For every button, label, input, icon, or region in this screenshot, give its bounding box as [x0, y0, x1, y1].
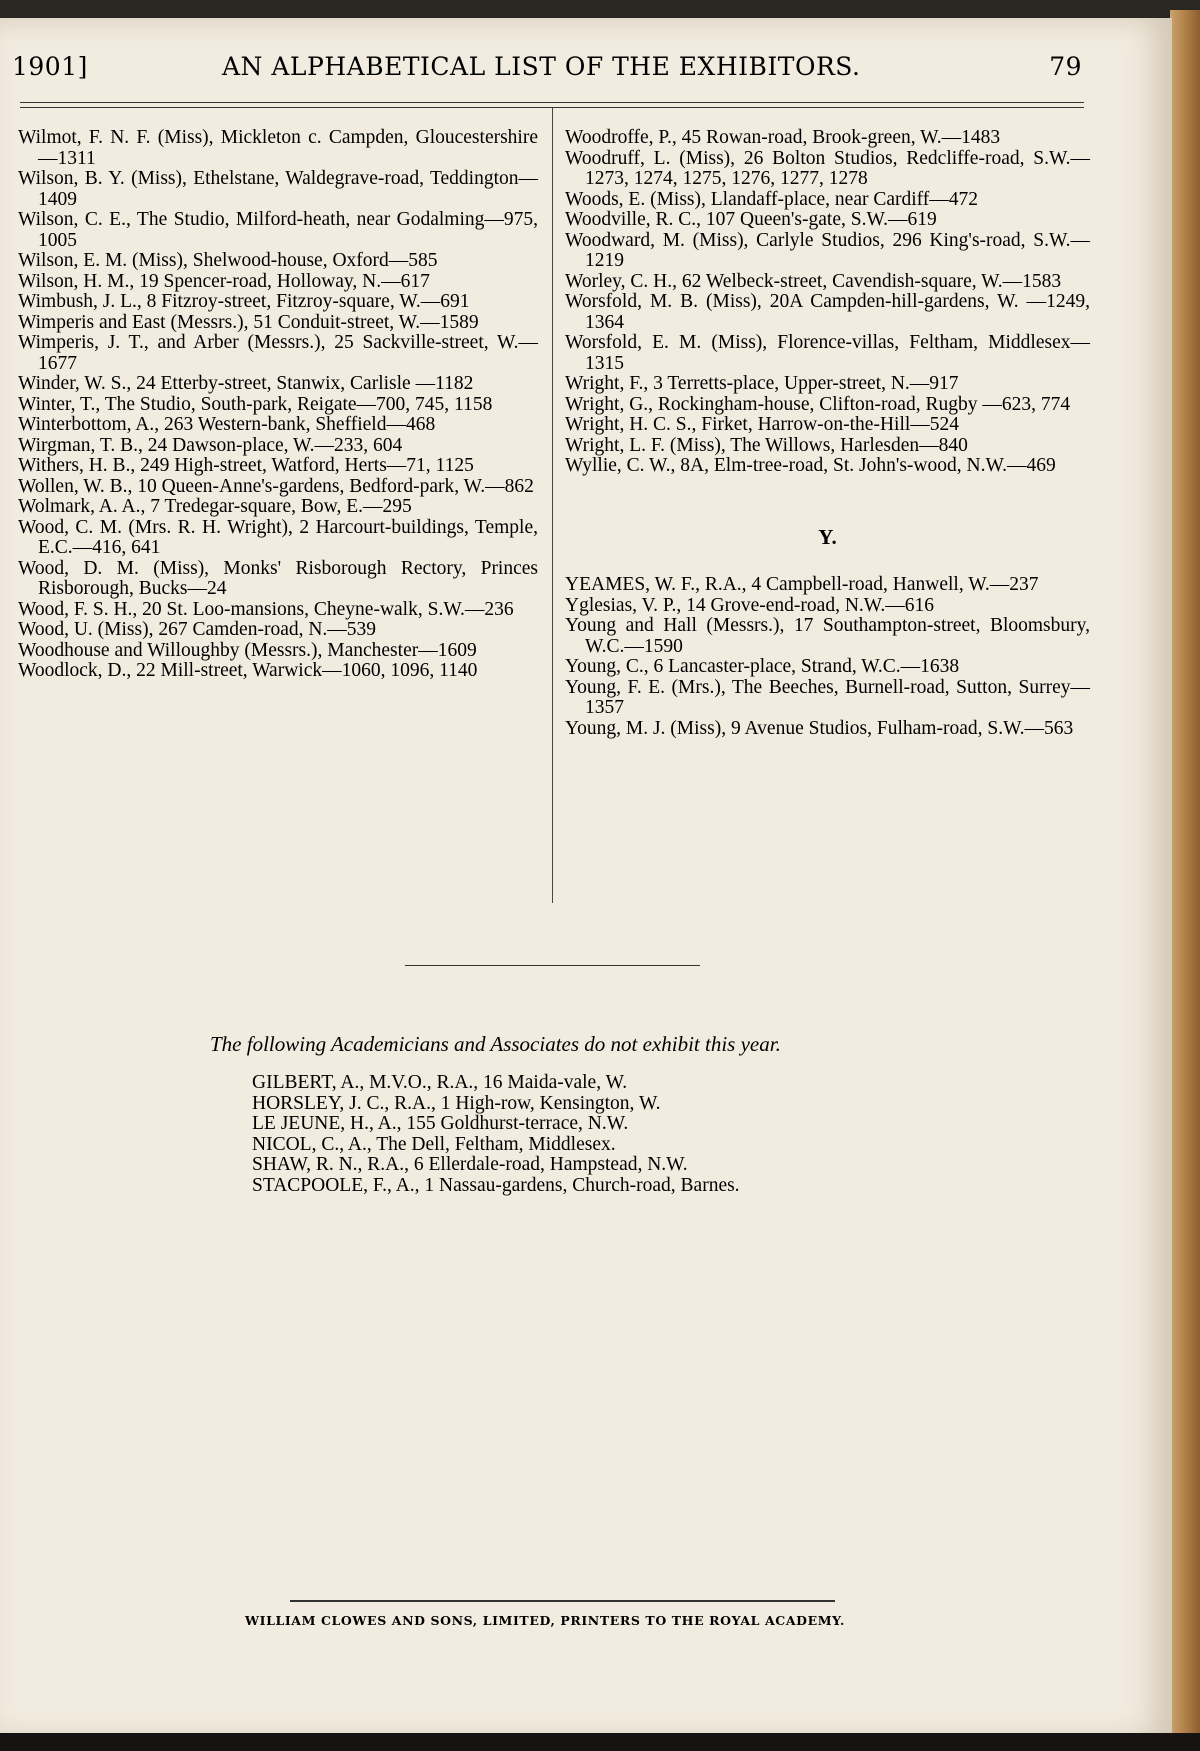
page-edge	[1170, 10, 1200, 1740]
list-item: Wimperis and East (Messrs.), 51 Conduit-street, W.—1589	[18, 311, 479, 333]
list-item: Worley, C. H., 62 Welbeck-street, Cavendish-square, W.—1583	[565, 270, 1062, 292]
right-column	[565, 128, 1090, 739]
section-divider	[405, 965, 700, 966]
list-item: Young, F. E. (Mrs.), The Beeches, Burnell-road, Sutton, Surrey—1357	[565, 676, 1090, 718]
list-item: Woodlock, D., 22 Mill-street, Warwick—1060, 1096, 1140	[18, 660, 478, 681]
list-item: YEAMES, W. F., R.A., 4 Campbell-road, Hanwell, W.—237	[565, 574, 1039, 595]
list-item: Woodroffe, P., 45 Rowan-road, Brook-green, W.—1483	[565, 127, 1001, 148]
list-item: Worsfold, M. B. (Miss), 20A Campden-hill-gardens, W. —1249, 1364	[565, 291, 1090, 333]
list-item: Wollen, W. B., 10 Queen-Anne's-gardens, Bedford-park, W.—862	[18, 475, 534, 497]
list-item: Wilmot, F. N. F. (Miss), Mickleton c. Campden, Gloucestershire—1311	[18, 127, 538, 169]
list-item: Wood, U. (Miss), 267 Camden-road, N.—539	[18, 619, 377, 640]
list-item: LE JEUNE, H., A., 155 Goldhurst-terrace, N.W.	[252, 1113, 629, 1134]
list-item: Wood, F. S. H., 20 St. Loo-mansions, Cheyne-walk, S.W.—236	[18, 598, 514, 620]
list-item: Woodward, M. (Miss), Carlyle Studios, 296 King's-road, S.W.—1219	[565, 229, 1090, 271]
list-item: Wilson, C. E., The Studio, Milford-heath, near Godalming—975, 1005	[18, 209, 538, 251]
list-item: Wirgman, T. B., 24 Dawson-place, W.—233, 604	[18, 434, 403, 456]
list-item: NICOL, C., A., The Dell, Feltham, Middlesex.	[252, 1133, 616, 1155]
list-item: Wright, L. F. (Miss), The Willows, Harlesden—840	[565, 434, 968, 456]
list-item: Wimperis, J. T., and Arber (Messrs.), 25 Sackville-street, W.—1677	[18, 332, 538, 374]
column-divider	[552, 108, 553, 903]
list-item: Woods, E. (Miss), Llandaff-place, near Cardiff—472	[565, 188, 979, 210]
running-header	[12, 52, 1082, 92]
list-item: Yglesias, V. P., 14 Grove-end-road, N.W.—616	[565, 594, 935, 616]
notice-heading: The following Academicians and Associates do not exhibit this year.	[210, 1032, 781, 1056]
list-item: Withers, H. B., 249 High-street, Watford, Herts—71, 1125	[18, 455, 474, 476]
list-item: Young and Hall (Messrs.), 17 Southampton-street, Bloomsbury, W.C.—1590	[565, 615, 1090, 657]
list-item: Wright, G., Rockingham-house, Clifton-road, Rugby —623, 774	[565, 393, 1071, 415]
header-year: 1901]	[12, 52, 88, 81]
left-column	[18, 128, 538, 682]
list-item: Worsfold, E. M. (Miss), Florence-villas, Feltham, Middlesex—1315	[565, 332, 1090, 374]
list-item: Young, C., 6 Lancaster-place, Strand, W.C.—1638	[565, 656, 960, 677]
list-item: Young, M. J. (Miss), 9 Avenue Studios, Fulham-road, S.W.—563	[565, 717, 1074, 739]
list-item: Winter, T., The Studio, South-park, Reigate—700, 745, 1158	[18, 393, 493, 415]
list-item: Wimbush, J. L., 8 Fitzroy-street, Fitzroy-square, W.—691	[18, 291, 470, 312]
list-item: Wolmark, A. A., 7 Tredegar-square, Bow, E.—295	[18, 496, 412, 517]
list-item: Winder, W. S., 24 Etterby-street, Stanwix, Carlisle —1182	[18, 373, 474, 394]
header-rule	[20, 102, 1084, 103]
page-number: 79	[1049, 52, 1082, 81]
footer-rule	[290, 1600, 835, 1602]
list-item: Wright, F., 3 Terretts-place, Upper-street, N.—917	[565, 373, 959, 394]
list-item: Wilson, H. M., 19 Spencer-road, Holloway, N.—617	[18, 270, 430, 292]
list-item: STACPOOLE, F., A., 1 Nassau-gardens, Church-road, Barnes.	[252, 1174, 740, 1196]
list-item: Woodruff, L. (Miss), 26 Bolton Studios, Redcliffe-road, S.W.—1273, 1274, 1275, 1276, 1277, 1278	[565, 147, 1090, 189]
printer-imprint: WILLIAM CLOWES AND SONS, LIMITED, PRINTERS TO THE ROYAL ACADEMY.	[245, 1613, 846, 1628]
section-heading-y: Y.	[818, 524, 837, 549]
list-item: Wright, H. C. S., Firket, Harrow-on-the-Hill—524	[565, 414, 960, 435]
academicians-list	[252, 1073, 740, 1196]
list-item: SHAW, R. N., R.A., 6 Ellerdale-road, Hampstead, N.W.	[252, 1154, 688, 1175]
list-item: Woodville, R. C., 107 Queen's-gate, S.W.—619	[565, 209, 937, 230]
list-item: Wood, C. M. (Mrs. R. H. Wright), 2 Harcourt-buildings, Temple, E.C.—416, 641	[18, 516, 538, 558]
list-item: Wood, D. M. (Miss), Monks' Risborough Rectory, Princes Risborough, Bucks—24	[18, 557, 538, 599]
list-item: Wilson, E. M. (Miss), Shelwood-house, Oxford—585	[18, 250, 438, 271]
list-item: Winterbottom, A., 263 Western-bank, Sheffield—468	[18, 414, 436, 435]
header-title: AN ALPHABETICAL LIST OF THE EXHIBITORS.	[222, 52, 861, 81]
list-item: Wyllie, C. W., 8A, Elm-tree-road, St. John's-wood, N.W.—469	[565, 455, 1056, 476]
list-item: GILBERT, A., M.V.O., R.A., 16 Maida-vale, W.	[252, 1072, 628, 1093]
background-strip	[0, 1733, 1200, 1751]
list-item: HORSLEY, J. C., R.A., 1 High-row, Kensington, W.	[252, 1092, 661, 1114]
list-item: Woodhouse and Willoughby (Messrs.), Manchester—1609	[18, 639, 477, 661]
list-item: Wilson, B. Y. (Miss), Ethelstane, Waldegrave-road, Teddington—1409	[18, 168, 538, 210]
